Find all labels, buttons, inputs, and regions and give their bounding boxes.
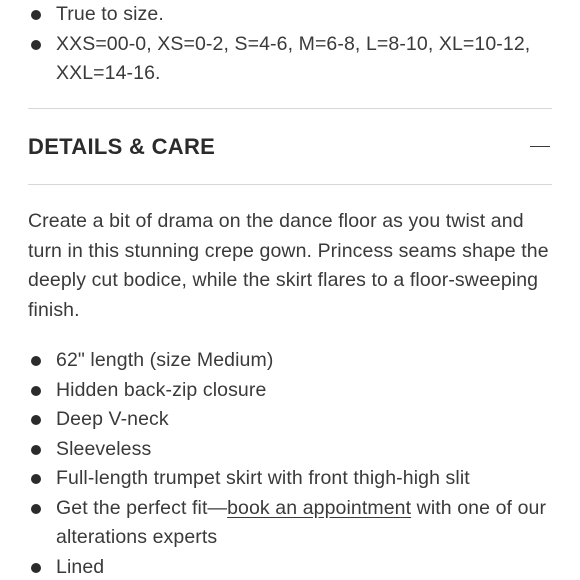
bullet-icon: [31, 356, 41, 366]
detail-text: Full-length trumpet skirt with front thigh-high slit: [56, 467, 470, 489]
list-item: [28, 435, 552, 465]
list-item: [28, 494, 552, 553]
list-item: [28, 553, 552, 580]
bullet-icon: [31, 474, 41, 484]
bullet-icon: [31, 415, 41, 425]
detail-text: 62" length (size Medium): [56, 349, 274, 371]
bullet-icon: [31, 40, 41, 50]
product-description: Create a bit of drama on the dance floor as you twist and turn in this stunning crepe gown. Princess seams shape the deeply cut bodice, while the skirt flares to a floor-sweeping finish.: [28, 210, 549, 321]
list-item: [28, 346, 552, 376]
section-divider: [28, 184, 552, 185]
size-note-text: True to size.: [56, 3, 164, 25]
fit-text-before: Get the perfect fit—: [56, 496, 228, 519]
bullet-icon: [31, 563, 41, 573]
list-item: [28, 0, 552, 30]
fit-text-after: with one of our alterations experts: [56, 496, 547, 548]
bullet-icon: [31, 445, 41, 455]
details-list: [28, 346, 552, 580]
detail-text: Sleeveless: [56, 437, 152, 460]
list-item: [28, 464, 552, 494]
size-notes-list: [28, 0, 552, 89]
book-appointment-link[interactable]: book an appointment: [227, 496, 412, 519]
detail-text: Deep V-neck: [56, 408, 169, 430]
bullet-icon: [31, 10, 41, 20]
list-item: [28, 405, 552, 435]
bullet-icon: [31, 386, 41, 396]
minus-icon[interactable]: [530, 137, 550, 157]
details-care-title: DETAILS & CARE: [28, 133, 216, 159]
list-item: [28, 30, 552, 89]
details-care-accordion-header[interactable]: [28, 109, 552, 184]
list-item: [28, 376, 552, 406]
detail-text: Lined: [56, 555, 105, 578]
detail-text: Hidden back-zip closure: [56, 378, 267, 401]
size-note-text: XXS=00-0, XS=0-2, S=4-6, M=6-8, L=8-10, XL=10-12, XXL=14-16.: [56, 32, 531, 84]
bullet-icon: [31, 504, 41, 514]
